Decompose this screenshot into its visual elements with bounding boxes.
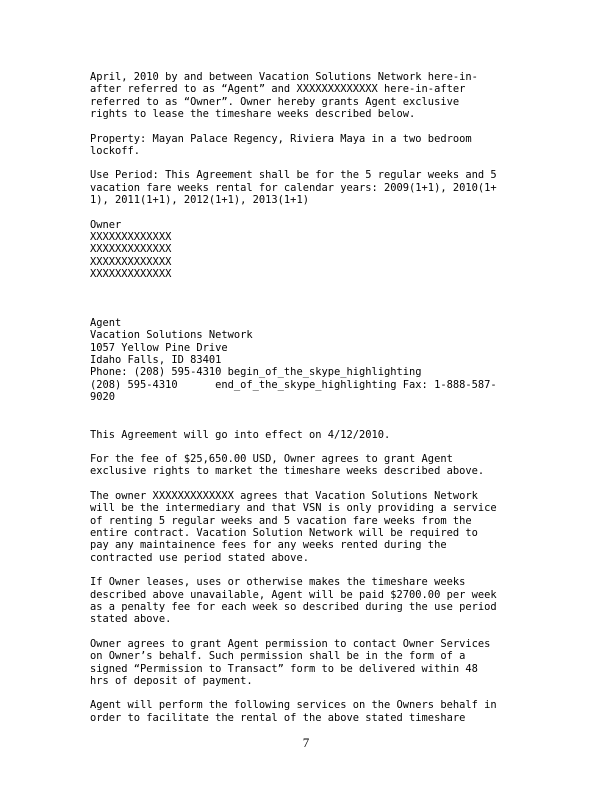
effective-date-paragraph: This Agreement will go into effect on 4/12/2010.	[90, 428, 391, 441]
property-paragraph: Property: Mayan Palace Regency, Riviera Maya in a two bedroom lockoff.	[90, 132, 472, 158]
permission-paragraph: Owner agrees to grant Agent permission to contact Owner Services on Owner’s behalf. Such permission shall be in the form of a signed “Permission to Transact” form to be delivered within 48 hrs of deposit of payment.	[90, 637, 491, 688]
fee-paragraph: For the fee of $25,650.00 USD, Owner agrees to grant Agent exclusive rights to market the timeshare weeks described above.	[90, 452, 485, 478]
services-paragraph: Agent will perform the following services on the Owners behalf in order to facilitate the rental of the above stated timeshare	[90, 699, 497, 724]
owner-block: Owner XXXXXXXXXXXXX XXXXXXXXXXXXX XXXXXXXXXXXXX XXXXXXXXXXXXX	[90, 218, 172, 281]
agent-block: Agent Vacation Solutions Network 1057 Yellow Pine Drive Idaho Falls, ID 83401 Phone: (208) 595-4310 begin_of_the_skype_highlighting (208) 595-4310 end_of_the_skype_highlighting Fax: 1-888-587- 9020	[90, 316, 497, 404]
intro-paragraph: April, 2010 by and between Vacation Solutions Network here-in- after referred to as “Agent” and XXXXXXXXXXXXX here-in-after referred to as “Owner”. Owner hereby grants Agent exclusive rights to lease the timeshare weeks described below.	[90, 71, 478, 121]
page-number: 7	[302, 735, 310, 750]
document-body	[90, 71, 530, 724]
use-period-paragraph: Use Period: This Agreement shall be for the 5 regular weeks and 5 vacation fare weeks rental for calendar years: 2009(1+1), 2010(1+ 1), 2011(1+1), 2012(1+1), 2013(1+1)	[90, 169, 497, 207]
penalty-paragraph: If Owner leases, uses or otherwise makes the timeshare weeks described above unavailable, Agent will be paid $2700.00 per week as a penalty fee for each week so described during the use period stated above.	[90, 576, 497, 626]
intermediary-paragraph: The owner XXXXXXXXXXXXX agrees that Vacation Solutions Network will be the intermediary and that VSN is only providing a service of renting 5 regular weeks and 5 vacation fare weeks from the entire contract. Vacation Solution Network will be required to pay any maintainence fees for any weeks rented during the contracted use period stated above.	[90, 489, 497, 564]
